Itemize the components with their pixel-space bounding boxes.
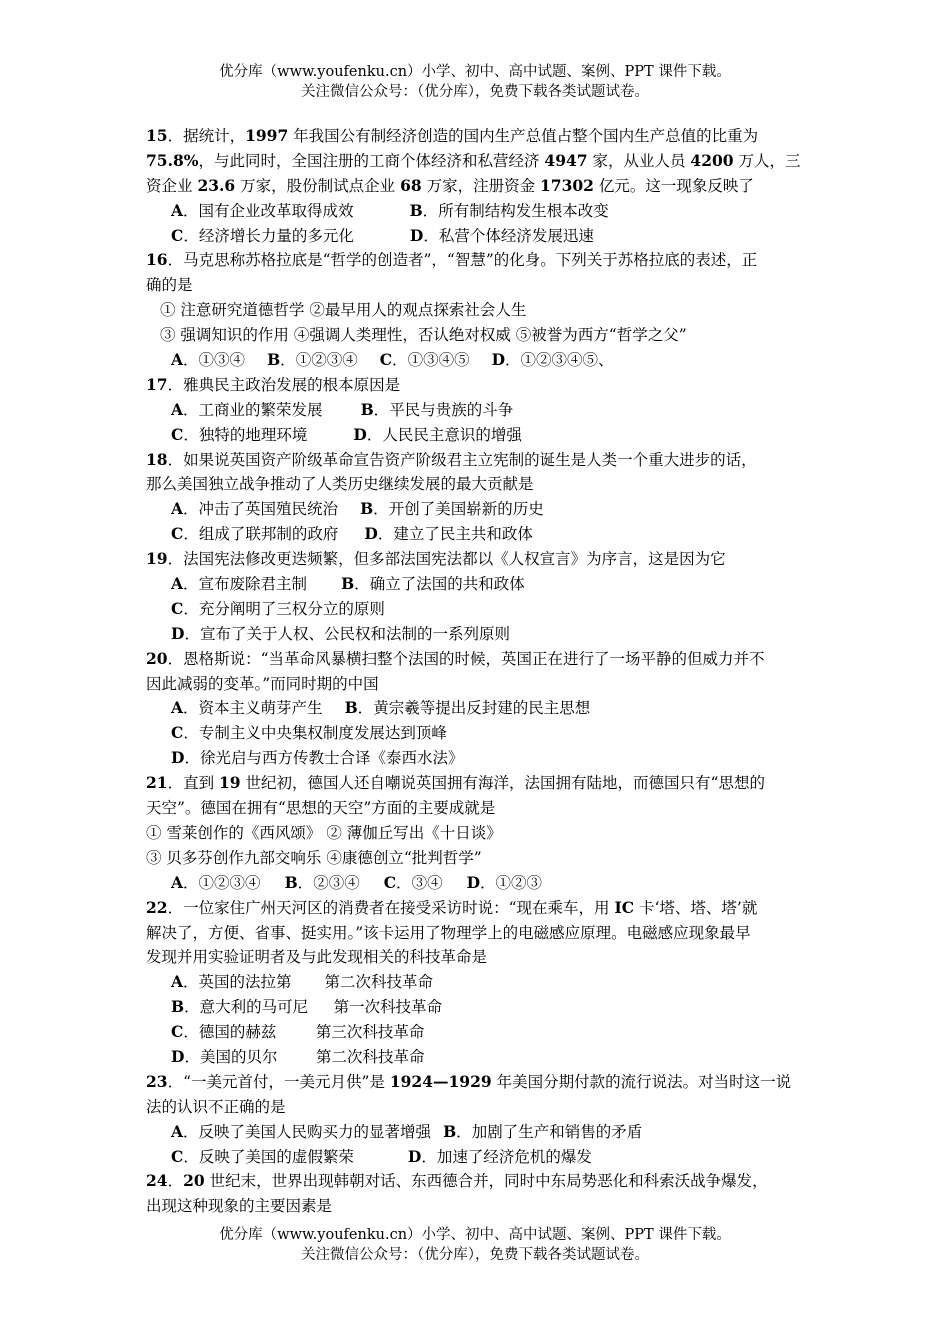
text-run: ． — [183, 351, 199, 370]
q21-stem-line-2: 天空”。德国在拥有“思想的天空”方面的主要成就是 — [146, 799, 496, 818]
q22-option-a-line — [146, 970, 810, 995]
q16-statements-1: ① 注意研究道德哲学 ②最早用人的观点探索社会人生 — [160, 301, 527, 320]
text-run: B — [284, 872, 298, 892]
text-run: B — [344, 698, 358, 718]
text-run: ． — [184, 998, 200, 1017]
q23-stem-line-1: 23．“一美元首付，一美元月供”是 1924—1929 年美国分期付款的流行说法。对当时这一说 — [146, 1071, 792, 1091]
text-run: 22 — [146, 897, 168, 917]
text-run: D — [409, 225, 424, 245]
q22-option-a-name: 英国的法拉第 — [198, 973, 292, 992]
text-run: A — [171, 399, 184, 419]
text-run: C — [171, 1022, 184, 1042]
q15-options-cd — [146, 224, 810, 249]
text-run: 23 — [146, 1071, 168, 1091]
text-run: ． — [422, 201, 439, 220]
text-run: B — [409, 200, 423, 220]
text-run: A — [171, 574, 184, 594]
q18-option-a: 冲击了英国殖民统治 — [198, 500, 339, 519]
q20-option-d-line — [146, 746, 810, 771]
q17-options-ab — [146, 398, 810, 423]
q19-options-ab — [146, 572, 810, 597]
q23-option-c: 反映了美国的虚假繁荣 — [198, 1147, 354, 1166]
q20-option-b: 黄宗羲等提出反封建的民主思想 — [373, 699, 591, 718]
q22-option-c-line — [146, 1020, 810, 1045]
q16-option-c: ①③④⑤ — [407, 351, 470, 370]
text-run: ． — [183, 699, 199, 718]
q22-stem-line-2: 解决了，方便、省事、挺实用。”该卡运用了物理学上的电磁感应原理。电磁感应现象最早 — [146, 923, 751, 942]
q21-option-d: ①②③ — [495, 873, 543, 892]
q21-options — [146, 871, 810, 896]
q17-option-a: 工商业的繁荣发展 — [198, 400, 323, 419]
text-run: ． — [357, 699, 374, 718]
q20-option-c-line — [146, 721, 810, 746]
text-run: C — [171, 1146, 184, 1166]
q18-option-d: 建立了民主共和政体 — [393, 525, 533, 544]
text-run: ． — [396, 873, 412, 892]
q19-option-c: 充分阐明了三权分立的原则 — [198, 599, 385, 618]
q17-option-c: 独特的地理环境 — [198, 425, 308, 444]
q22-option-b-revolution: 第一次科技革命 — [333, 998, 443, 1017]
text-run: D — [407, 1146, 422, 1166]
text-run: ． — [505, 351, 521, 370]
q20-stem-line-2: 因此减弱的变革。”而同时期的中国 — [146, 674, 379, 693]
q18-options-cd — [146, 522, 810, 547]
text-run: ． — [183, 1023, 199, 1042]
text-run: 16 — [146, 250, 168, 270]
page-header — [0, 62, 950, 102]
header-line-1: 优分库（www.youfenku.cn）小学、初中、高中试题、案例、PPT 课件下载。 — [219, 64, 731, 80]
text-run: A — [171, 499, 184, 519]
q19-option-c-line — [146, 597, 810, 622]
text-run: B — [341, 574, 355, 594]
text-run: ． — [183, 724, 199, 743]
text-run: 20 — [146, 648, 168, 668]
text-run: B — [360, 499, 374, 519]
q15-option-a: 国有企业改革取得成效 — [198, 201, 354, 220]
footer-line-1: 优分库（www.youfenku.cn）小学、初中、高中试题、案例、PPT 课件下载。 — [219, 1227, 731, 1243]
q22-stem-line-3: 发现并用实验证明者及与此发现相关的科技革命是 — [146, 948, 488, 967]
text-run: ． — [392, 351, 408, 370]
q20-option-c: 专制主义中央集权制度发展达到顶峰 — [198, 724, 447, 743]
text-run: ． — [354, 575, 370, 594]
q22-stem-line-1: 22．一位家住广州天河区的消费者在接受采访时说：“现在乘车，用 IC 卡‘塔、塔、塔’就 — [146, 897, 758, 917]
q15-options-ab — [146, 199, 810, 224]
q16-option-a: ①③④ — [198, 351, 246, 370]
text-run: ． — [184, 624, 200, 643]
text-run: A — [171, 872, 184, 892]
q23-options-cd — [146, 1145, 810, 1170]
q19-option-a: 宣布废除君主制 — [198, 575, 308, 594]
text-run: D — [353, 424, 367, 444]
text-run: ． — [373, 400, 390, 419]
text-run: D — [171, 748, 185, 768]
q17-stem: 17．雅典民主政治发展的根本原因是 — [146, 374, 401, 394]
q19-option-d: 宣布了关于人权、公民权和法制的一系列原则 — [199, 624, 510, 643]
text-run: 17 — [146, 374, 168, 394]
text-run: ． — [183, 973, 199, 992]
text-run: A — [171, 350, 184, 370]
q19-option-b: 确立了法国的共和政体 — [369, 575, 525, 594]
text-run: ． — [183, 1122, 199, 1141]
q17-options-cd — [146, 423, 810, 448]
text-run: D — [491, 350, 506, 370]
q22-option-d-line — [146, 1045, 810, 1070]
q16-options — [146, 348, 810, 373]
text-run: ． — [183, 599, 199, 618]
q24-stem-line-1: 24．20 世纪末，世界出现韩朝对话、东西德合并，同时中东局势恶化和科索沃战争爆发， — [146, 1171, 768, 1191]
question-list — [146, 124, 810, 1219]
text-run: A — [171, 972, 184, 992]
q19-stem: 19．法国宪法修改更迭频繁，但多部法国宪法都以《人权宣言》为序言，这是因为它 — [146, 549, 726, 569]
text-run: ． — [184, 1047, 200, 1066]
q16-stem-line-2: 确的是 — [146, 276, 193, 295]
header-line-2: 关注微信公众号：（优分库），免费下载各类试题试卷。 — [301, 84, 649, 100]
q22-option-b-name: 意大利的马可尼 — [199, 998, 309, 1017]
text-run: ． — [183, 500, 199, 519]
q15-stem-line-2: 75.8%，与此同时，全国注册的工商个体经济和私营经济 4947 家，从业人员 4200 万人，三 — [146, 150, 801, 170]
text-run: C — [171, 424, 184, 444]
q23-stem-line-2: 法的认识不正确的是 — [146, 1097, 286, 1116]
text-run: A — [171, 200, 184, 220]
q20-stem-line-1: 20．恩格斯说：“当革命风暴横扫整个法国的时候，英国正在进行了一场平静的但威力并不 — [146, 648, 765, 668]
text-run: ． — [183, 575, 199, 594]
text-run: B — [267, 350, 281, 370]
q23-option-b: 加剧了生产和销售的矛盾 — [471, 1122, 643, 1141]
q21-option-b: ②③④ — [313, 873, 360, 892]
text-run: ． — [183, 425, 199, 444]
q23-options-ab — [146, 1120, 810, 1145]
text-run: ． — [183, 226, 199, 245]
text-run: ． — [183, 873, 199, 892]
text-run: ． — [377, 525, 394, 544]
text-run: D — [364, 524, 378, 544]
q15-stem-line-3: 资企业 23.6 万家，股份制试点企业 68 万家，注册资金 17302 亿元。这一现象反映了 — [146, 175, 754, 195]
text-run: 21 — [146, 773, 168, 793]
text-run: C — [379, 350, 393, 370]
page-footer — [0, 1225, 950, 1265]
q15-option-c: 经济增长力量的多元化 — [198, 226, 354, 245]
q18-stem-line-2: 那么美国独立战争推动了人类历史继续发展的最大贡献是 — [146, 475, 534, 494]
q18-option-c: 组成了联邦制的政府 — [198, 525, 339, 544]
q22-option-d-revolution: 第二次科技革命 — [315, 1047, 425, 1066]
q21-statements-1: ① 雪莱创作的《西风颂》 ② 薄伽丘写出《十日谈》 — [146, 823, 502, 842]
q20-option-a: 资本主义萌芽产生 — [198, 699, 323, 718]
text-run: ． — [423, 226, 439, 245]
text-run: A — [171, 698, 184, 718]
text-run: A — [171, 1121, 184, 1141]
text-run: ． — [297, 873, 314, 892]
q23-option-a: 反映了美国人民购买力的显著增强 — [198, 1122, 432, 1141]
text-run: ． — [421, 1147, 437, 1166]
text-run: 18 — [146, 449, 168, 469]
text-run: C — [383, 872, 397, 892]
text-run: ． — [366, 425, 383, 444]
q15-stem-line-1: 15．据统计，1997 年我国公有制经济创造的国内生产总值占整个国内生产总值的比重为 — [146, 126, 759, 145]
text-run: D — [171, 623, 185, 643]
text-run: C — [171, 723, 184, 743]
text-run: ． — [184, 749, 200, 768]
q20-option-d: 徐光启与西方传教士合译《泰西水法》 — [199, 749, 464, 768]
text-run: B — [443, 1121, 457, 1141]
q20-options-ab — [146, 696, 810, 721]
q16-option-b: ①②③④ — [295, 351, 358, 370]
text-run: ． — [373, 500, 389, 519]
q22-option-c-name: 德国的赫兹 — [198, 1023, 277, 1042]
text-run: ． — [183, 1147, 199, 1166]
text-run: 24 — [146, 1171, 168, 1191]
text-run: ． — [183, 201, 199, 220]
q15-option-d: 私营个体经济发展迅速 — [438, 226, 594, 245]
text-run: B — [360, 399, 374, 419]
footer-line-2: 关注微信公众号：（优分库），免费下载各类试题试卷。 — [301, 1247, 649, 1263]
q18-stem-line-1: 18．如果说英国资产阶级革命宣告资产阶级君主立宪制的诞生是人类一个重大进步的话， — [146, 449, 757, 469]
text-run: ． — [456, 1122, 472, 1141]
q19-option-d-line — [146, 622, 810, 647]
q22-option-c-revolution: 第三次科技革命 — [315, 1023, 425, 1042]
text-run: ． — [167, 1172, 184, 1191]
q22-option-d-name: 美国的贝尔 — [199, 1047, 278, 1066]
text-run: ． — [183, 525, 199, 544]
q16-option-d: ①②③④⑤、 — [520, 351, 614, 370]
q17-option-d: 人民民主意识的增强 — [382, 425, 522, 444]
q21-option-c: ③④ — [411, 873, 443, 892]
text-run: B — [171, 997, 185, 1017]
q21-option-a: ①②③④ — [198, 873, 261, 892]
q24-stem-line-2: 出现这种现象的主要因素是 — [146, 1197, 333, 1216]
q21-statements-2: ③ 贝多芬创作九部交响乐 ④康德创立“批判哲学” — [146, 848, 482, 867]
q22-option-a-revolution: 第二次科技革命 — [324, 973, 434, 992]
text-run: C — [171, 524, 184, 544]
text-run: D — [171, 1046, 185, 1066]
q15-option-b: 所有制结构发生根本改变 — [438, 201, 609, 220]
text-run: ． — [280, 351, 296, 370]
text-run: C — [171, 598, 184, 618]
text-run: ． — [183, 400, 199, 419]
q16-statements-2: ③ 强调知识的作用 ④强调人类理性，否认绝对权威 ⑤被誉为西方“哲学之父” — [160, 326, 687, 345]
q23-option-d: 加速了经济危机的爆发 — [436, 1147, 592, 1166]
text-run: D — [466, 872, 481, 892]
q21-stem-line-1: 21．直到 19 世纪初，德国人还自嘲说英国拥有海洋，法国拥有陆地，而德国只有“思想的 — [146, 773, 765, 793]
q16-stem-line-1: 16．马克思称苏格拉底是“哲学的创造者”，“智慧”的化身。下列关于苏格拉底的表述，正 — [146, 250, 758, 270]
text-run: ． — [480, 873, 496, 892]
q18-option-b: 开创了美国崭新的历史 — [388, 500, 544, 519]
q17-option-b: 平民与贵族的斗争 — [389, 400, 514, 419]
q22-option-b-line — [146, 995, 810, 1020]
text-run: C — [171, 225, 184, 245]
q18-options-ab — [146, 497, 810, 522]
text-run: 19 — [146, 549, 168, 569]
